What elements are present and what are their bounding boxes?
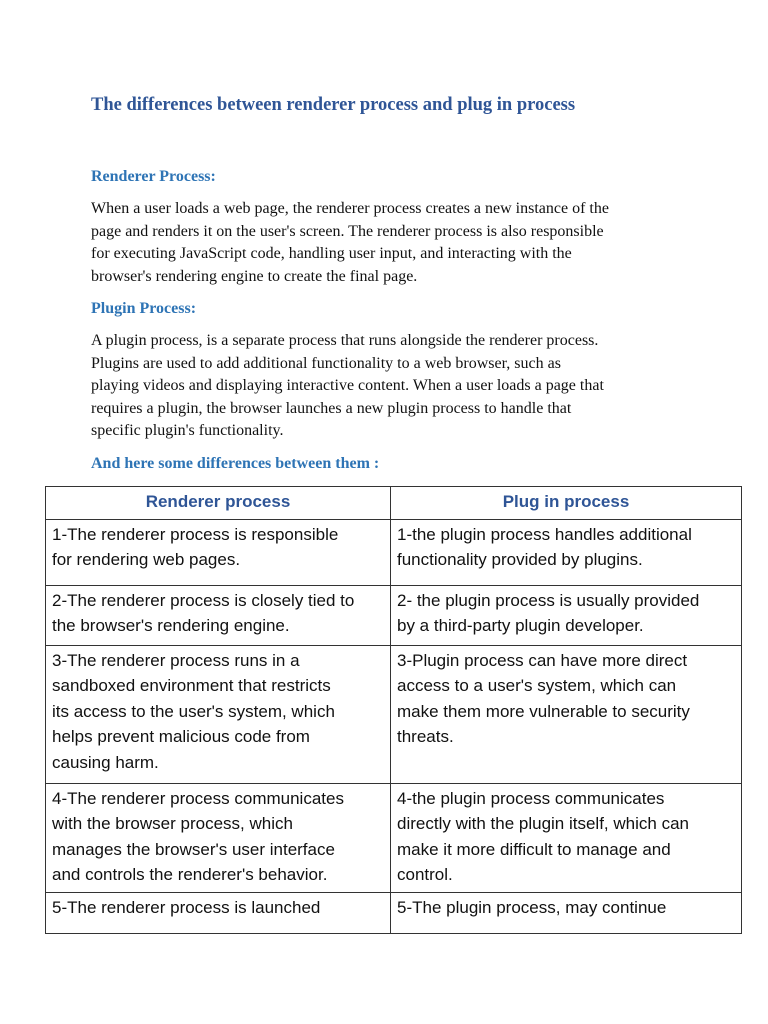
cell-line: 3-The renderer process runs in a <box>52 650 300 670</box>
paragraph-line: When a user loads a web page, the renderer process creates a new instance of the <box>91 200 609 217</box>
cell-line: 5-The renderer process is launched <box>52 897 321 917</box>
cell-line: the browser's rendering engine. <box>52 616 290 635</box>
cell-line: 1-the plugin process handles additional <box>397 524 692 544</box>
cell-line: 2- the plugin process is usually provided <box>397 590 700 610</box>
table-row <box>46 645 742 783</box>
plugin-cell <box>391 645 742 783</box>
cell-line: its access to the user's system, which <box>52 701 335 721</box>
plugin-cell <box>391 519 742 585</box>
cell-line: directly with the plugin itself, which can <box>397 814 689 833</box>
cell-line: threats. <box>397 727 454 746</box>
cell-line: control. <box>397 865 453 884</box>
paragraph-line: specific plugin's functionality. <box>91 422 284 439</box>
cell-line: manages the browser's user interface <box>52 839 335 859</box>
cell-line: functionality provided by plugins. <box>397 550 643 569</box>
header-renderer-process: Renderer process <box>46 487 391 520</box>
plugin-cell <box>391 585 742 645</box>
paragraph-line: requires a plugin, the browser launches a new plugin process to handle that <box>91 399 572 417</box>
renderer-process-paragraph <box>91 198 691 288</box>
cell-line: access to a user's system, which can <box>397 676 677 695</box>
cell-line: with the browser process, which <box>52 814 293 833</box>
cell-line: 4-the plugin process communicates <box>397 788 665 808</box>
renderer-cell <box>46 519 391 585</box>
plugin-process-paragraph <box>91 330 691 443</box>
plugin-cell <box>391 892 742 933</box>
differences-table <box>45 486 742 934</box>
plugin-cell <box>391 783 742 892</box>
table-header-row <box>46 487 742 520</box>
table-row <box>46 585 742 645</box>
renderer-cell <box>46 645 391 783</box>
cell-line: helps prevent malicious code from <box>52 727 310 746</box>
cell-line: and controls the renderer's behavior. <box>52 865 328 884</box>
renderer-process-heading: Renderer Process: <box>91 168 216 185</box>
cell-line: make it more difficult to manage and <box>397 839 671 859</box>
table-row <box>46 519 742 585</box>
cell-line: 3-Plugin process can have more direct <box>397 650 688 670</box>
paragraph-line: A plugin process, is a separate process that runs alongside the renderer process. <box>91 332 599 349</box>
paragraph-line: Plugins are used to add additional functionality to a web browser, such as <box>91 354 561 372</box>
document-title: The differences between renderer process and plug in process <box>91 95 576 115</box>
cell-line: for rendering web pages. <box>52 550 241 569</box>
cell-line: make them more vulnerable to security <box>397 701 690 721</box>
table-row <box>46 783 742 892</box>
renderer-cell <box>46 892 391 933</box>
paragraph-line: playing videos and displaying interactive content. When a user loads a page that <box>91 377 604 394</box>
differences-heading: And here some differences between them : <box>91 455 380 472</box>
renderer-cell <box>46 783 391 892</box>
cell-line: 2-The renderer process is closely tied to <box>52 590 355 610</box>
cell-line: 5-The plugin process, may continue <box>397 897 667 917</box>
cell-line: 1-The renderer process is responsible <box>52 524 339 544</box>
cell-line: by a third-party plugin developer. <box>397 616 644 635</box>
header-plugin-process: Plug in process <box>391 487 742 520</box>
table-row <box>46 892 742 933</box>
cell-line: 4-The renderer process communicates <box>52 788 344 808</box>
renderer-cell <box>46 585 391 645</box>
plugin-process-heading: Plugin Process: <box>91 300 197 317</box>
cell-line: causing harm. <box>52 752 159 772</box>
paragraph-line: for executing JavaScript code, handling user input, and interacting with the <box>91 245 572 262</box>
paragraph-line: browser's rendering engine to create the final page. <box>91 267 418 285</box>
paragraph-line: page and renders it on the user's screen. The renderer process is also responsible <box>91 222 604 240</box>
cell-line: sandboxed environment that restricts <box>52 676 331 695</box>
